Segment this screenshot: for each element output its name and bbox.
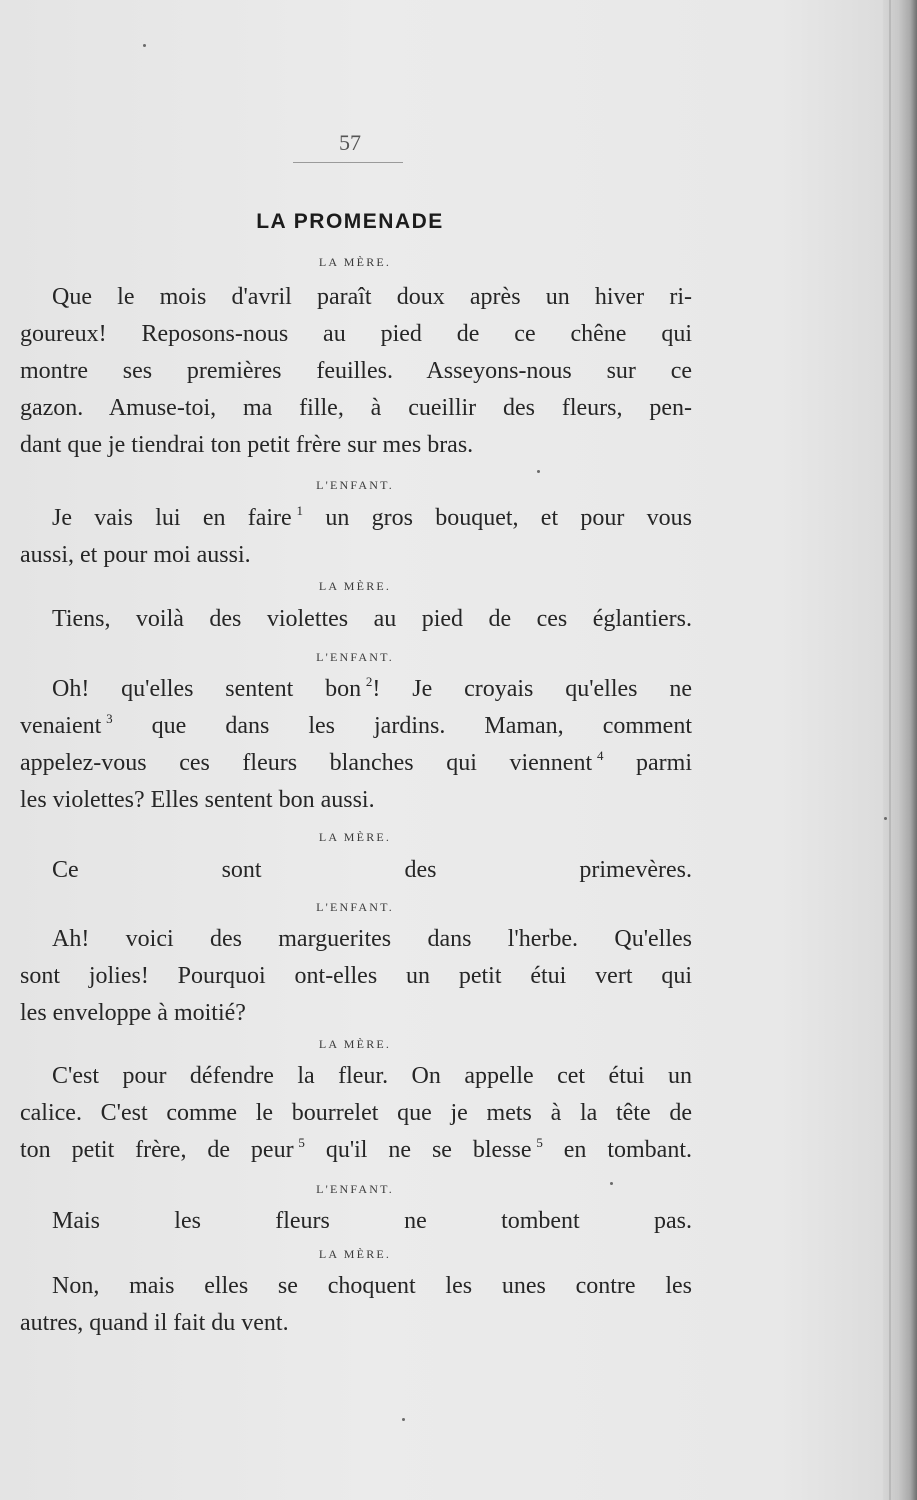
text-line: les enveloppe à moitié?	[20, 1000, 246, 1026]
speaker-label: L'ENFANT.	[316, 478, 394, 492]
page-edge-line	[889, 0, 891, 1500]
text-line: Non, mais elles se choquent les unes contre les	[52, 1273, 692, 1299]
page-number: 57	[339, 130, 361, 155]
text-line: Tiens, voilà des violettes au pied de ces églantiers.	[52, 606, 692, 632]
text-line: dant que je tiendrai ton petit frère sur mes bras.	[20, 432, 474, 458]
text-line: gazon. Amuse-toi, ma fille, à cueillir des fleurs, pen-	[20, 395, 692, 421]
text-segment: en tombant.	[563, 1137, 692, 1163]
text-segment: que dans les jardins. Maman, comment	[151, 713, 693, 739]
footnote-ref: 5	[536, 1135, 543, 1150]
text-line: montre ses premières feuilles. Asseyons-nous sur ce	[20, 358, 692, 384]
paper-speck	[537, 470, 540, 473]
text-line: aussi, et pour moi aussi.	[20, 542, 251, 568]
text-line	[52, 503, 692, 533]
text-segment: ton petit frère, de peur	[20, 1137, 294, 1163]
footnote-ref: 4	[596, 748, 604, 763]
text-segment: ! Je croyais qu'elles ne	[372, 676, 692, 702]
text-segment: appelez-vous ces fleurs blanches qui viennent	[20, 750, 593, 776]
chapter-title: LA PROMENADE	[256, 210, 444, 233]
footnote-ref: 5	[298, 1135, 305, 1150]
text-segment: parmi	[636, 750, 693, 776]
text-segment: Oh! qu'elles sentent bon	[52, 676, 362, 702]
speaker-label: LA MÈRE.	[318, 579, 392, 593]
footnote-ref: 1	[296, 503, 304, 518]
text-line: Que le mois d'avril paraît doux après un hiver ri-	[52, 284, 692, 310]
text-segment: qu'il ne se blesse	[325, 1137, 532, 1163]
text-line: Ce sont des primevères.	[52, 857, 692, 883]
paper-speck	[143, 44, 146, 47]
page-number-rule	[293, 162, 403, 163]
paper-speck	[884, 817, 887, 820]
speaker-label: L'ENFANT.	[316, 650, 394, 664]
paper-speck	[402, 1418, 405, 1421]
text-line: goureux! Reposons-nous au pied de ce chêne qui	[20, 321, 692, 347]
footnote-ref: 3	[106, 711, 113, 726]
text-line	[52, 674, 692, 704]
speaker-label: LA MÈRE.	[318, 255, 392, 269]
speaker-label: LA MÈRE.	[318, 1247, 392, 1261]
text-line	[20, 1135, 692, 1165]
text-line: C'est pour défendre la fleur. On appelle cet étui un	[52, 1063, 692, 1089]
speaker-label: LA MÈRE.	[318, 830, 392, 844]
text-segment: Je vais lui en faire	[52, 505, 292, 531]
text-line: calice. C'est comme le bourrelet que je mets à la tête de	[20, 1100, 692, 1126]
text-line: sont jolies! Pourquoi ont-elles un petit étui vert qui	[20, 963, 692, 989]
speaker-label: L'ENFANT.	[316, 900, 394, 914]
text-line: Mais les fleurs ne tombent pas.	[52, 1208, 692, 1234]
text-line	[20, 711, 692, 741]
text-line: les violettes? Elles sentent bon aussi.	[20, 787, 375, 813]
paper-speck	[610, 1182, 613, 1185]
text-line: Ah! voici des marguerites dans l'herbe. Qu'elles	[52, 926, 692, 952]
speaker-label: L'ENFANT.	[316, 1182, 394, 1196]
text-line: autres, quand il fait du vent.	[20, 1310, 289, 1336]
text-line	[20, 748, 692, 778]
text-segment: un gros bouquet, et pour vous	[325, 505, 693, 531]
footnote-ref: 2	[365, 674, 373, 689]
text-segment: venaient	[20, 713, 102, 739]
speaker-label: LA MÈRE.	[318, 1037, 392, 1051]
